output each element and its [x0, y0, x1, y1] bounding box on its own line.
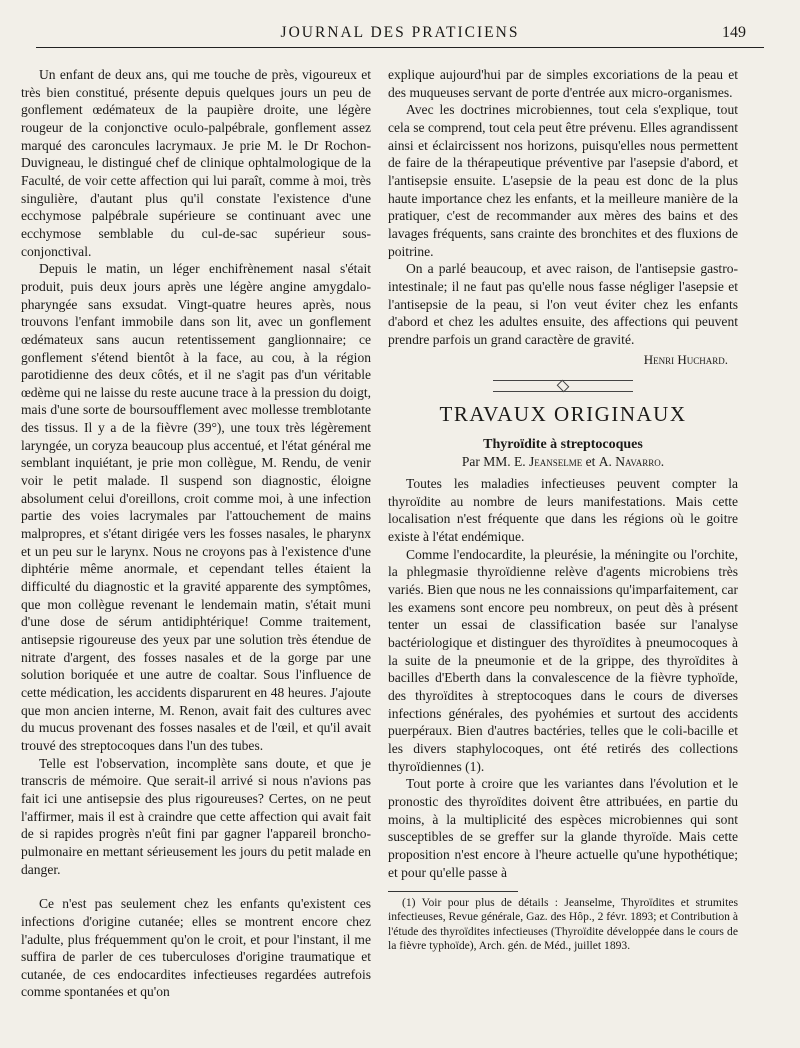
- article-title: Thyroïdite à streptocoques: [483, 436, 643, 452]
- paragraph: Depuis le matin, un léger enchifrènement nasal s'était produit, puis deux jours après une légère angine amygdalo-pharyngée sans exsudat. Vingt-quatre heures après, nous trouvons l'enfant immobile dans son lit, avec un gonflement œdémateux sans aucun retentissement ganglionnaire; ce gonflement s'étend bientôt à la face, au cou, à la région parotidienne des deux côtés, et il ne s'agit pas d'un véritable œdème qui ne laisse du reste aucune trace à la pression du doigt, mais d'une sorte de boursoufflement avec mollesse tremblotante des tissus. Il y a de la fièvre (39°), une toux très légèrement laryngée, un coryza beaucoup plus accentué, et l'état général me semblant inquiétant, je prie mon collègue, M. Rendu, de venir voir le petit malade. Il suspend son diagnostic, éloigne absolument celui d'oreillons, croit comme moi, à une infection partie des voies lacrymales par l'attouchement de mains malpropres, et s'étant dirigée vers les fosses nasales, le pharynx et un peu sur le larynx. Nous ne croyons pas à l'existence d'une diphtérie même anormale, et cependant telles étaient la difficulté du diagnostic et la gravité apparente des symptômes, que mon collègue revenant le lendemain matin, s'était muni d'une dose de sérum antidiphtérique! Comme traitement, antisepsie rigoureuse des yeux par une solution très étendue de nitrate d'argent, des fosses nasales et de la gorge par une solution boriquée et une autre de coaltar. Sous l'influence de cette médication, les accidents disparurent en 48 heures. J'ajoute que mon ancien interne, M. Renon, avait fait des cultures avec du mucus provenant des fosses nasales et de l'œil, et qu'il avait trouvé des streptocoques dans l'un des tubes.: [21, 261, 371, 753]
- paragraph: explique aujourd'hui par de simples excoriations de la peau et des muqueuses servant de porte d'entrée aux micro-organismes.: [388, 67, 738, 100]
- paragraph: Comme l'endocardite, la pleurésie, la méningite ou l'orchite, la phlegmasie thyroïdienne relève d'agents microbiens très variés. Bien que nous ne les connaissions qu'imparfaitement, car les examens sont encore peu nombreux, on peut dès à présent tenter un essai de classification basée sur l'analyse bactériologique et distinguer des thyroïdites à pneumocoques à la suite de la pneumonie et de la grippe, des thyroïdites à bacilles d'Eberth dans la convalescence de la fièvre typhoïde, des thyroïdites à streptocoques dans le cours de diverses infections générales, des pyohémies et surtout des accidents puerpéraux. Bien d'autres bactéries, telles que le coli-bacille et les divers staphylocoques, ont été retirés des collections thyroïdiennes (1).: [388, 546, 738, 774]
- paragraph: On a parlé beaucoup, et avec raison, de l'antisepsie gastro-intestinale; il ne faut pas qu'elle nous fasse négliger l'asepsie et l'antisepsie de la peau, si l'on veut éviter chez les enfants d'abord et chez les adultes ensuite, des affections qui peuvent prendre parfois un grand caractère de gravité.: [388, 261, 738, 347]
- header-rule: [36, 47, 764, 48]
- footnote: (1) Voir pour plus de détails : Jeanselme, Thyroïdites et strumites infectieuses, Revue générale, Gaz. des Hôp., 2 févr. 1893; et Contribution à l'étude des thyroïdites infectieuses (Thyroïdite développée dans le cours de la fièvre typhoïde), Arch. gén. de Méd., juillet 1893.: [388, 896, 738, 952]
- paragraph: Un enfant de deux ans, qui me touche de près, vigoureux et très bien constitué, présente depuis quelques jours un peu de gonflement œdémateux de la paupière droite, une légère rougeur de la conjonctive oculo-palpébrale, gonflement assez marqué des caroncules lacrymaux. Je prie M. le Dr Rochon-Duvigneau, le distingué chef de clinique ophtalmologique de la Faculté, de voir cette affection qui lui paraît, comme à moi, très singulière, d'autant plus qu'il constate l'existence d'une ecchymose palpébrale supérieure se continuant avec une ecchymose semblable du cul-de-sac supérieur sous-conjonctival.: [21, 67, 371, 259]
- authors-prefix: Par MM.: [461, 454, 511, 470]
- paragraph: Avec les doctrines microbiennes, tout cela s'explique, tout cela se comprend, tout cela peut être prévenu. Elles agrandissent ainsi et éclaircissent nos horizons, puisqu'elles nous permettent de faire de la thérapeutique préventive par l'asepsie d'abord, et l'antisepsie ensuite. L'asepsie de la peau est donc de la plus haute importance chez les enfants, et la meilleure manière de la pratiquer, c'est de recommander aux mères des bains et des lavages fréquents, sans crainte des bronchites et des fluxions de poitrine.: [388, 102, 738, 259]
- footnote-rule: [388, 891, 518, 892]
- paragraph: Ce n'est pas seulement chez les enfants qu'existent ces infections d'origine cutanée; elles se montrent encore chez l'adulte, plus fréquemment qu'on le croit, et pour l'instant, il me suffira de parler de ces tuberculoses d'origine traumatique et cutanée, de ces endocardites infectieuses regardées autrefois comme spontanées et qu'on: [21, 896, 371, 1000]
- paragraph: Tout porte à croire que les variantes dans l'évolution et le pronostic des thyroïdites doivent être attribuées, en partie du moins, à la multiplicité des espèces microbiennes qui sont susceptibles de se greffer sur la glande thyroïde. Mais cette proposition n'est encore à l'heure actuelle qu'une hypothétique; et pour qu'elle passe à: [388, 776, 738, 880]
- signature: Henri Huchard.: [643, 351, 728, 367]
- left-column: [21, 66, 371, 1001]
- section-ornament: [493, 380, 633, 392]
- article-authors: [388, 453, 738, 471]
- page-number: 149: [722, 24, 746, 41]
- authors-and: et: [585, 454, 596, 470]
- section-title: TRAVAUX ORIGINAUX: [439, 402, 687, 427]
- paragraph: Toutes les maladies infectieuses peuvent compter la thyroïdite au nombre de leurs manifestations. Mais cette localisation n'est fréquente que dans les régions où le goitre existe à l'état endémique.: [388, 476, 738, 545]
- page-header: [36, 22, 764, 44]
- author-name: E. Jeanselme: [514, 454, 583, 470]
- right-column: [388, 66, 738, 953]
- author-name: A. Navarro.: [598, 454, 665, 470]
- journal-title: JOURNAL DES PRATICIENS: [280, 24, 520, 41]
- paragraph: Telle est l'observation, incomplète sans doute, et que je transcris de mémoire. Que serait-il arrivé si nous n'avions pas fait ici une antisepsie des plus rigoureuses? Certes, on ne peut l'affirmer, mais il est à craindre que cette affection qui avait fait de si rapides progrès n'eût fini par gagner l'appareil broncho-pulmonaire en mettant sérieusement les jours du petit malade en danger.: [21, 755, 371, 877]
